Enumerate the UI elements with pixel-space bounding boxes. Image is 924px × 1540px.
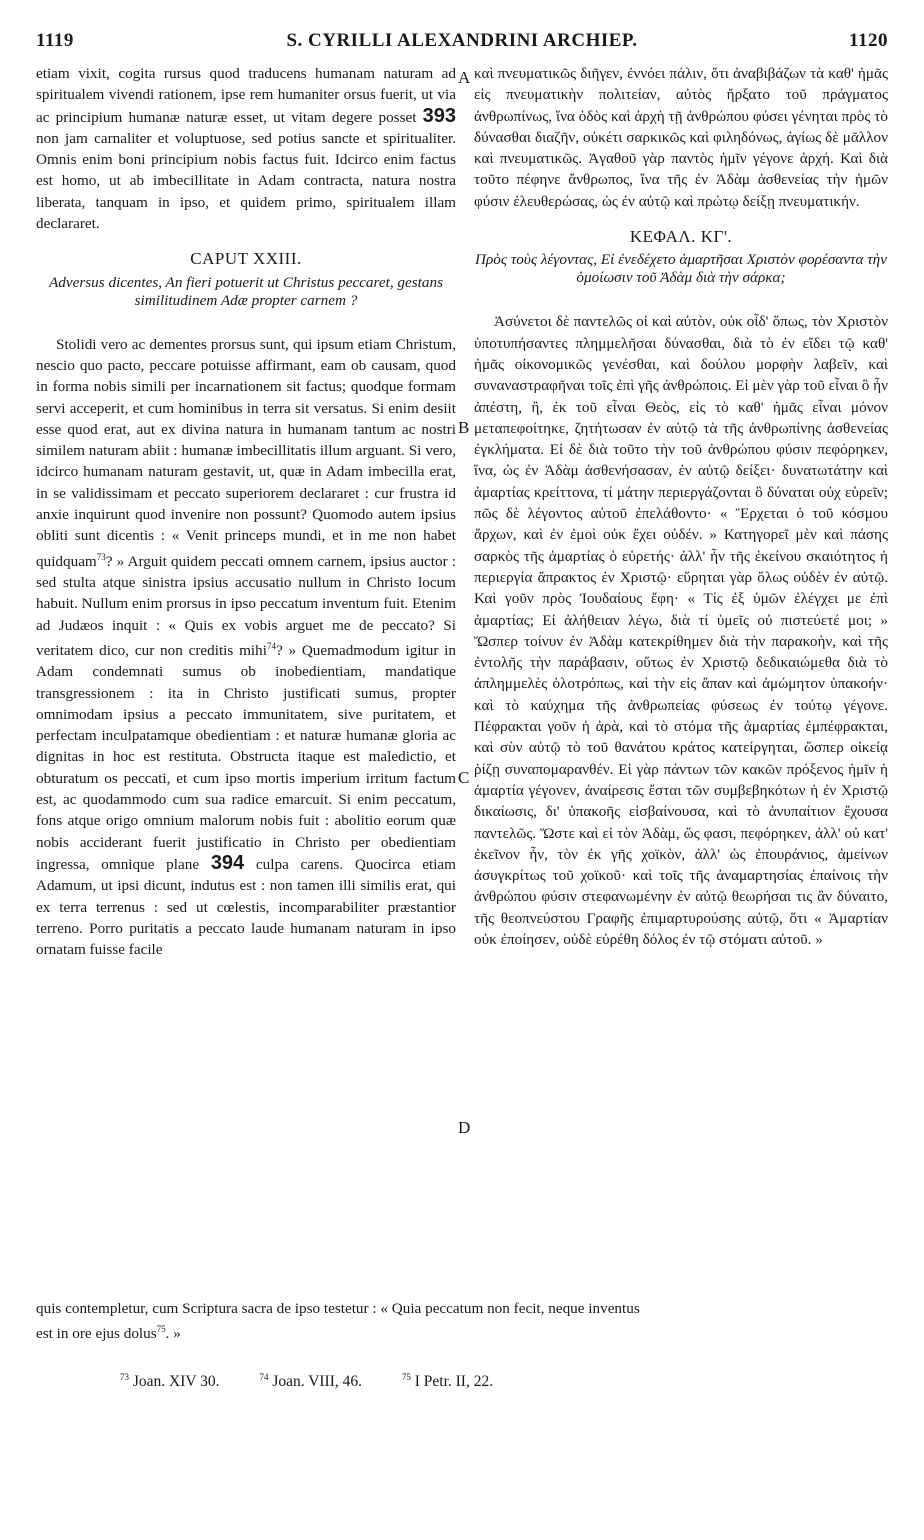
margin-mark-d: D [458,1118,471,1137]
footnotes [120,1372,529,1391]
footnote [120,1373,238,1390]
latin-text: ? » Arguit quidem peccati omnem carnem, ipsius auctor : sed stulta atque sinistra ipsius accusatio nullum in Christo locum habuit. Nullum enim prorsus in ipso peccatum inventum fuit. Etenim ad Judæos inquit : « Quis ex vobis arguet me de peccato? Si veritatem dico, cur non creditis mihi [36,552,456,659]
right-page-number: 1120 [849,30,888,51]
page-marker: 393 [422,104,456,127]
closing-text: . » [165,1325,181,1343]
greek-paragraph-2: Ἀσύνετοι δὲ παντελῶς οἱ καὶ αὐτὸν, οὐκ οἶδ' ὅπως, τὸν Χριστὸν ὑποτυπήσαντες πλημμελῆσαι δύνασθαι, διὰ τὸ ἐν εἴδει τῷ καθ' ἡμᾶς οἰκονομικῶς γενέσθαι, καὶ δούλου μορφὴν λαβεῖν, καὶ συναναστραφῆναι τοῖς ἐπὶ γῆς ἀνθρώποις. Εἰ μὲν γὰρ τοῦ εἶναι ὃ ἦν ἀπέστη, ἢ, ἐκ τοῦ εἶναι Θεὸς, εἰς τὸ καθ' ἡμᾶς εἶναι μόνον μεταπεφοίτηκε, ζητήτωσαν ἐν αὐτῷ τὰ τῆς ἀνθρωπίνης ἀσθενείας ἐγκλήματα. Εἰ δὲ διὰ τοῦτο τὴν τοῦ ἀνθρώπου φύσιν πεφόρηκεν, ἵνα, ὡς ἐν Ἀδὰμ ἀσθενήσασαν, ἐν αὐτῷ δείξει· δυνατωτάτην καὶ ἁμαρτίας κρείττονα, τί μάτην περιεργάζονται ὃ δύναται οὐχ εὑρεῖν; πῶς δὲ λέγοντος αὐτοῦ ἐπελάθοντο· « Ἔρχεται ὁ τοῦ κόσμου ἄρχων, καὶ ἐν ἐμοὶ οὐκ ἔχει οὐδέν. » Κατηγορεῖ μὲν καὶ πάσης σαρκὸς τῆς ἁμαρτίας ὁ εὑρετής· ἀλλ' ἦν τῆς ἐκείνου σκαιότητος ἡ περιεργία ἄπρακτος ἐν Χριστῷ· εὕρηται γὰρ ὅλως οὐδὲν ἐν αὐτῷ. Καὶ γοῦν πρὸς Ἰουδαίους ἔφη· « Τίς ἐξ ὑμῶν ἐλέγχει με ἐπὶ ἁμαρτίας; Εἰ ἀλήθειαν λέγω, διὰ τί ὑμεῖς οὐ πιστεύετέ μοι; » Ὥσπερ τοίνυν ἐν Ἀδὰμ κατεκρίθημεν διὰ τὴν παρακοὴν, καὶ τῆς ἐντολῆς τὴν παράβασιν, οὕτως ἐν Χριστῷ δεδικαιώμεθα διὰ τὸ ἀπλημμελὲς ὁλοτρόπως, καὶ τὴν εἰς ἅπαν καὶ ἀμώμητον ὑπακοήν· καὶ τὸ καύχημα τῆς ἀνθρωπείας φύσεως ἐν τούτῳ γέγονε. Πέφρακται γοῦν ἡ ἀρὰ, καὶ τὸ στόμα τῆς ἁμαρτίας ἐμπέφρακται, καὶ σὺν αὐτῷ τὸ τοῦ θανάτου κράτος κατείργηται, ὥσπερ οἰκείᾳ ῥίζῃ συναπομαρανθέν. Εἰ γὰρ πάντων τῶν κακῶν πρόξενος ἡμῖν ἡ ἁμαρτία γέγονεν, ἀναίρεσις ἔσται τῶν συμβεβηκότων ἡ ἐν Χριστῷ δικαίωσις, δι' ὑπακοῆς εἰσβαίνουσα, καὶ τὸ ἀνυπαίτιον ἔχουσα παντελῶς. Ὥστε καὶ εἰ τὸν Ἀδὰμ, ὥς φασι, πεφόρηκεν, ἀλλ' οὐ κατ' ἐκεῖνον ἦν, τὸν ἐκ γῆς χοϊκὸν, ἀλλ' ὡς ἐπουράνιος, ἀμείνων ἀσυγκρίτως τοῦ χοϊκοῦ· καὶ τοῖς τῆς ἀναμαρτησίας ἐπαίνοις τὴν ἀνθρώπου φύσιν στεφανωμένην ἐν αὐτῷ θεωρήσαι τις ἂν δύναιτο, τῆς θεοπνεύστου Γραφῆς ἐπιμαρτυρούσης αὐτῷ, ὅτι « Ἁμαρτίαν οὐκ ἐποίησεν, οὐδὲ εὑρέθη δόλος ἐν τῷ στόματι αὐτοῦ. » [474,313,888,948]
chapter-heading-latin: CAPUT XXIII. [190,249,302,269]
closing-text: est in ore ejus dolus [36,1325,157,1343]
latin-text: culpa carens. Quocirca etiam Adamum, ut ipsi dicunt, indutus est : non tamen illi similis erat, qui ex terra terrenus : sed ut cœlestis, incomparabiliter præstantior terreno. Porro puritatis a peccato laude humanam naturam in ipso ornatam fuisse facile [36,855,456,959]
footnote [402,1373,511,1390]
latin-paragraph-2 [36,334,456,961]
margin-mark-a: A [458,68,471,87]
left-page-number: 1119 [36,30,74,51]
closing-text: quis contempletur, cum Scriptura sacra de ipso testetur : « Quia peccatum non fecit, neque inventus [36,1300,640,1317]
footnote-text: Joan. VIII, 46. [272,1373,362,1391]
running-title: S. CYRILLI ALEXANDRINI ARCHIEP. [286,30,638,51]
chapter-heading-greek: ΚΕΦΑΛ. ΚΓ'. [629,227,733,247]
footnote-number: 73 [120,1372,129,1382]
chapter-subtitle-greek: Πρὸς τοὺς λέγοντας, Εἰ ἐνεδέχετο ἁμαρτῆσαι Χριστὸν φορέσαντα τὴν ὁμοίωσιν τοῦ Ἀδὰμ διὰ τὴν σάρκα; [475,251,887,287]
latin-text: ? » Quemadmodum igitur in Adam condemnati sumus ob inobedientiam, mandatique transgressionem : ita in Christo justificati sumus, propter omnimodam ipsius a peccato immunitatem, sive puritatem, et perfectam inculpatamque obedientiam : et naturæ humanæ gloria ac dignitas in hoc est restituta. Obstructa itaque est maledictio, et obturatum os peccati, et cum ipso mortis imperium irritum factum est, ac quodammodo cum sua radice emarcuit. Si enim peccatum, fons atque origo omnium malorum nobis fuit : abolitio eorum quæ nobis acciderant fuerit justificatio in Christo per obedientiam ingressa, omnique plane [36,641,456,873]
greek-paragraph-1: καὶ πνευματικῶς διῆγεν, ἐννόει πάλιν, ὅτι ἀναβιβάζων τὰ καθ' ἡμᾶς εἰς πνευματικὴν πολιτείαν, αὐτὸς ἤρξατο τοῦ πράγματος ἀνθρωπίνως, ἵνα ὁδὸς καὶ ἀρχὴ τῇ ἀνθρώπου φύσει γένηται πρὸς τὸ δύνασθαι διαζῆν, οὐκέτι σαρκικῶς καὶ φιληδόνως, ἁγίως δὲ μᾶλλον καὶ πνευματικῶς. Ἀγαθοῦ γὰρ παντὸς ἡμῖν γέγονε ἀρχή. Καὶ διὰ τοῦτο πέφηνε ἄνθρωπος, ἵνα τῆς ἐν Ἀδὰμ ἀσθενείας τὴν ἡμῶν φύσιν ἐλευθερώσας, ὡς ἐν αὐτῷ καὶ πρώτῳ δείξῃ πνευματικήν. [474,65,888,210]
margin-mark-b: B [458,418,470,437]
footnote-ref: 74 [266,640,276,651]
footnote-number: 75 [401,1372,411,1382]
running-header [36,30,888,56]
footnote-ref: 75 [156,1324,166,1335]
chapter-subtitle-latin: Adversus dicentes, An fieri potuerit ut Christus peccaret, gestans similitudinem Adæ propter carnem ? [49,273,443,309]
latin-column [36,63,456,960]
latin-text: Stolidi vero ac dementes prorsus sunt, qui ipsum etiam Christum, nescio quo pacto, peccare potuisse affirmant, eam ob causam, quod in forma nobis simili per incarnationem sit factus; quodque formam servi acceperit, et cum hominibus in terra sit versatus. Si enim desiit esse quod erat, aut ex divina natura in humanam tantum ac nostri similem naturam abiit : humanæ imbecillitatis illum arguant. Si vero, idcirco humanam naturam gestavit, ut, quæ in Adam imbecilla erat, in se validissimam et peccato superiorem declararet : cur frustra id anxie inquirunt quod invenire non possunt? Quomodo autem ipsius obliti sunt dicentis : « Venit princeps mundi, et in me non habet quidquam [36,335,456,570]
footnote [259,1373,380,1390]
greek-column [474,63,888,950]
margin-mark-c: C [458,768,470,787]
latin-text: non jam carnaliter et voluptuose, sed potius sancte et spiritualiter. Omnis enim boni principium nobis factus fuit. Idcirco enim factus est homo, ut ab imbecillitate in Adam contracta, natura nostra liberata, tanquam in ipso, et quidem primo, spiritualem illam declararet. [36,129,456,233]
page-marker: 394 [210,851,245,874]
footnote-text: I Petr. II, 22. [414,1373,494,1391]
footnote-number: 74 [259,1372,269,1382]
full-width-closing-line [36,1298,888,1345]
latin-text: etiam vixit, cogita rursus quod traducens humanam naturam ad spiritualem vivendi rationem, ipse rem humaniter orsus fuerit, ut via ac principium humanæ naturæ esset, ut vitam degere posset [36,65,456,126]
footnote-ref: 73 [96,551,106,562]
latin-paragraph-1 [36,63,456,234]
footnote-text: Joan. XIV 30. [132,1373,220,1391]
